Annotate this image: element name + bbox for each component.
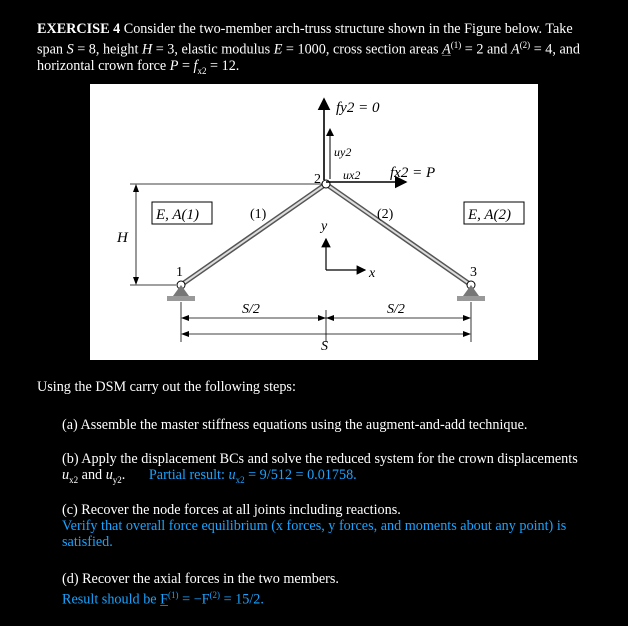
ux2-label: ux2 [343, 168, 361, 182]
truss-figure [90, 84, 538, 360]
span-label: S [321, 339, 328, 354]
node-2-label: 2 [314, 172, 321, 187]
uy2-label: uy2 [334, 145, 352, 159]
statement-line-3: horizontal crown force $P = f_{x2} = 12$. [37, 57, 240, 76]
ea2-label: E, A(2) [468, 207, 512, 223]
exercise-heading: EXERCISE 4 [37, 21, 121, 37]
height-label: H [117, 230, 128, 246]
height-arrow-bottom [133, 277, 139, 285]
step-b [62, 451, 622, 488]
y-axis-label: y [321, 219, 328, 234]
statement-line-1 [37, 21, 617, 37]
step-c [62, 502, 622, 550]
half-span-left-label: S/2 [242, 302, 260, 317]
ea1-label: E, A(1) [156, 207, 200, 223]
step-b-partial-result: Partial result: $u_{x2} = 9/512 = 0.01758$. [148, 467, 357, 485]
step-d-text: (d) Recover the axial forces in the two members. [62, 571, 339, 587]
half-span-right-label: S/2 [387, 302, 405, 317]
problem-statement [37, 21, 617, 79]
member-1-label: (1) [250, 207, 267, 222]
node-3-label: 3 [470, 265, 477, 280]
support-left [167, 285, 195, 301]
step-d-result: Result should be $F^{(1)} = -F^{(2)} = 15/2$. [62, 590, 264, 608]
member-2-label: (2) [377, 207, 394, 222]
step-b-line-1: (b) Apply the displacement BCs and solve the reduced system for the crown displacements [62, 451, 578, 467]
step-d [62, 571, 622, 608]
step-b-variables: $u_{x2}$ and $u_{y2}$. [62, 467, 126, 485]
step-b-line-2 [62, 467, 622, 488]
truss-diagram [90, 84, 538, 360]
step-c-text: (c) Recover the node forces at all joints including reactions. [62, 502, 401, 518]
height-arrow-top [133, 184, 139, 192]
fx2-label: fx2 = P [390, 165, 436, 181]
steps-intro: Using the DSM carry out the following steps: [37, 379, 296, 395]
member-1-highlight [181, 184, 326, 285]
step-c-verify-line-2: satisfied. [62, 534, 113, 550]
intro-text-1: Consider the two-member arch-truss structure shown in the Figure below. Take [123, 21, 573, 37]
statement-line-2: span S = 8, height H = 3, elastic modulus E = 1000, cross section areas $A^{(1)} = 2$ and $A^{(2)} = 4$, and [37, 40, 580, 58]
step-a: (a) Assemble the master stiffness equations using the augment-and-add technique. [62, 417, 528, 433]
fy2-label: fy2 = 0 [336, 100, 380, 116]
node-1-label: 1 [176, 265, 183, 280]
x-axis-label: x [369, 266, 376, 281]
step-c-verify-line-1: Verify that overall force equilibrium (x forces, y forces, and moments about any point) is [62, 518, 567, 534]
support-right [457, 285, 485, 301]
